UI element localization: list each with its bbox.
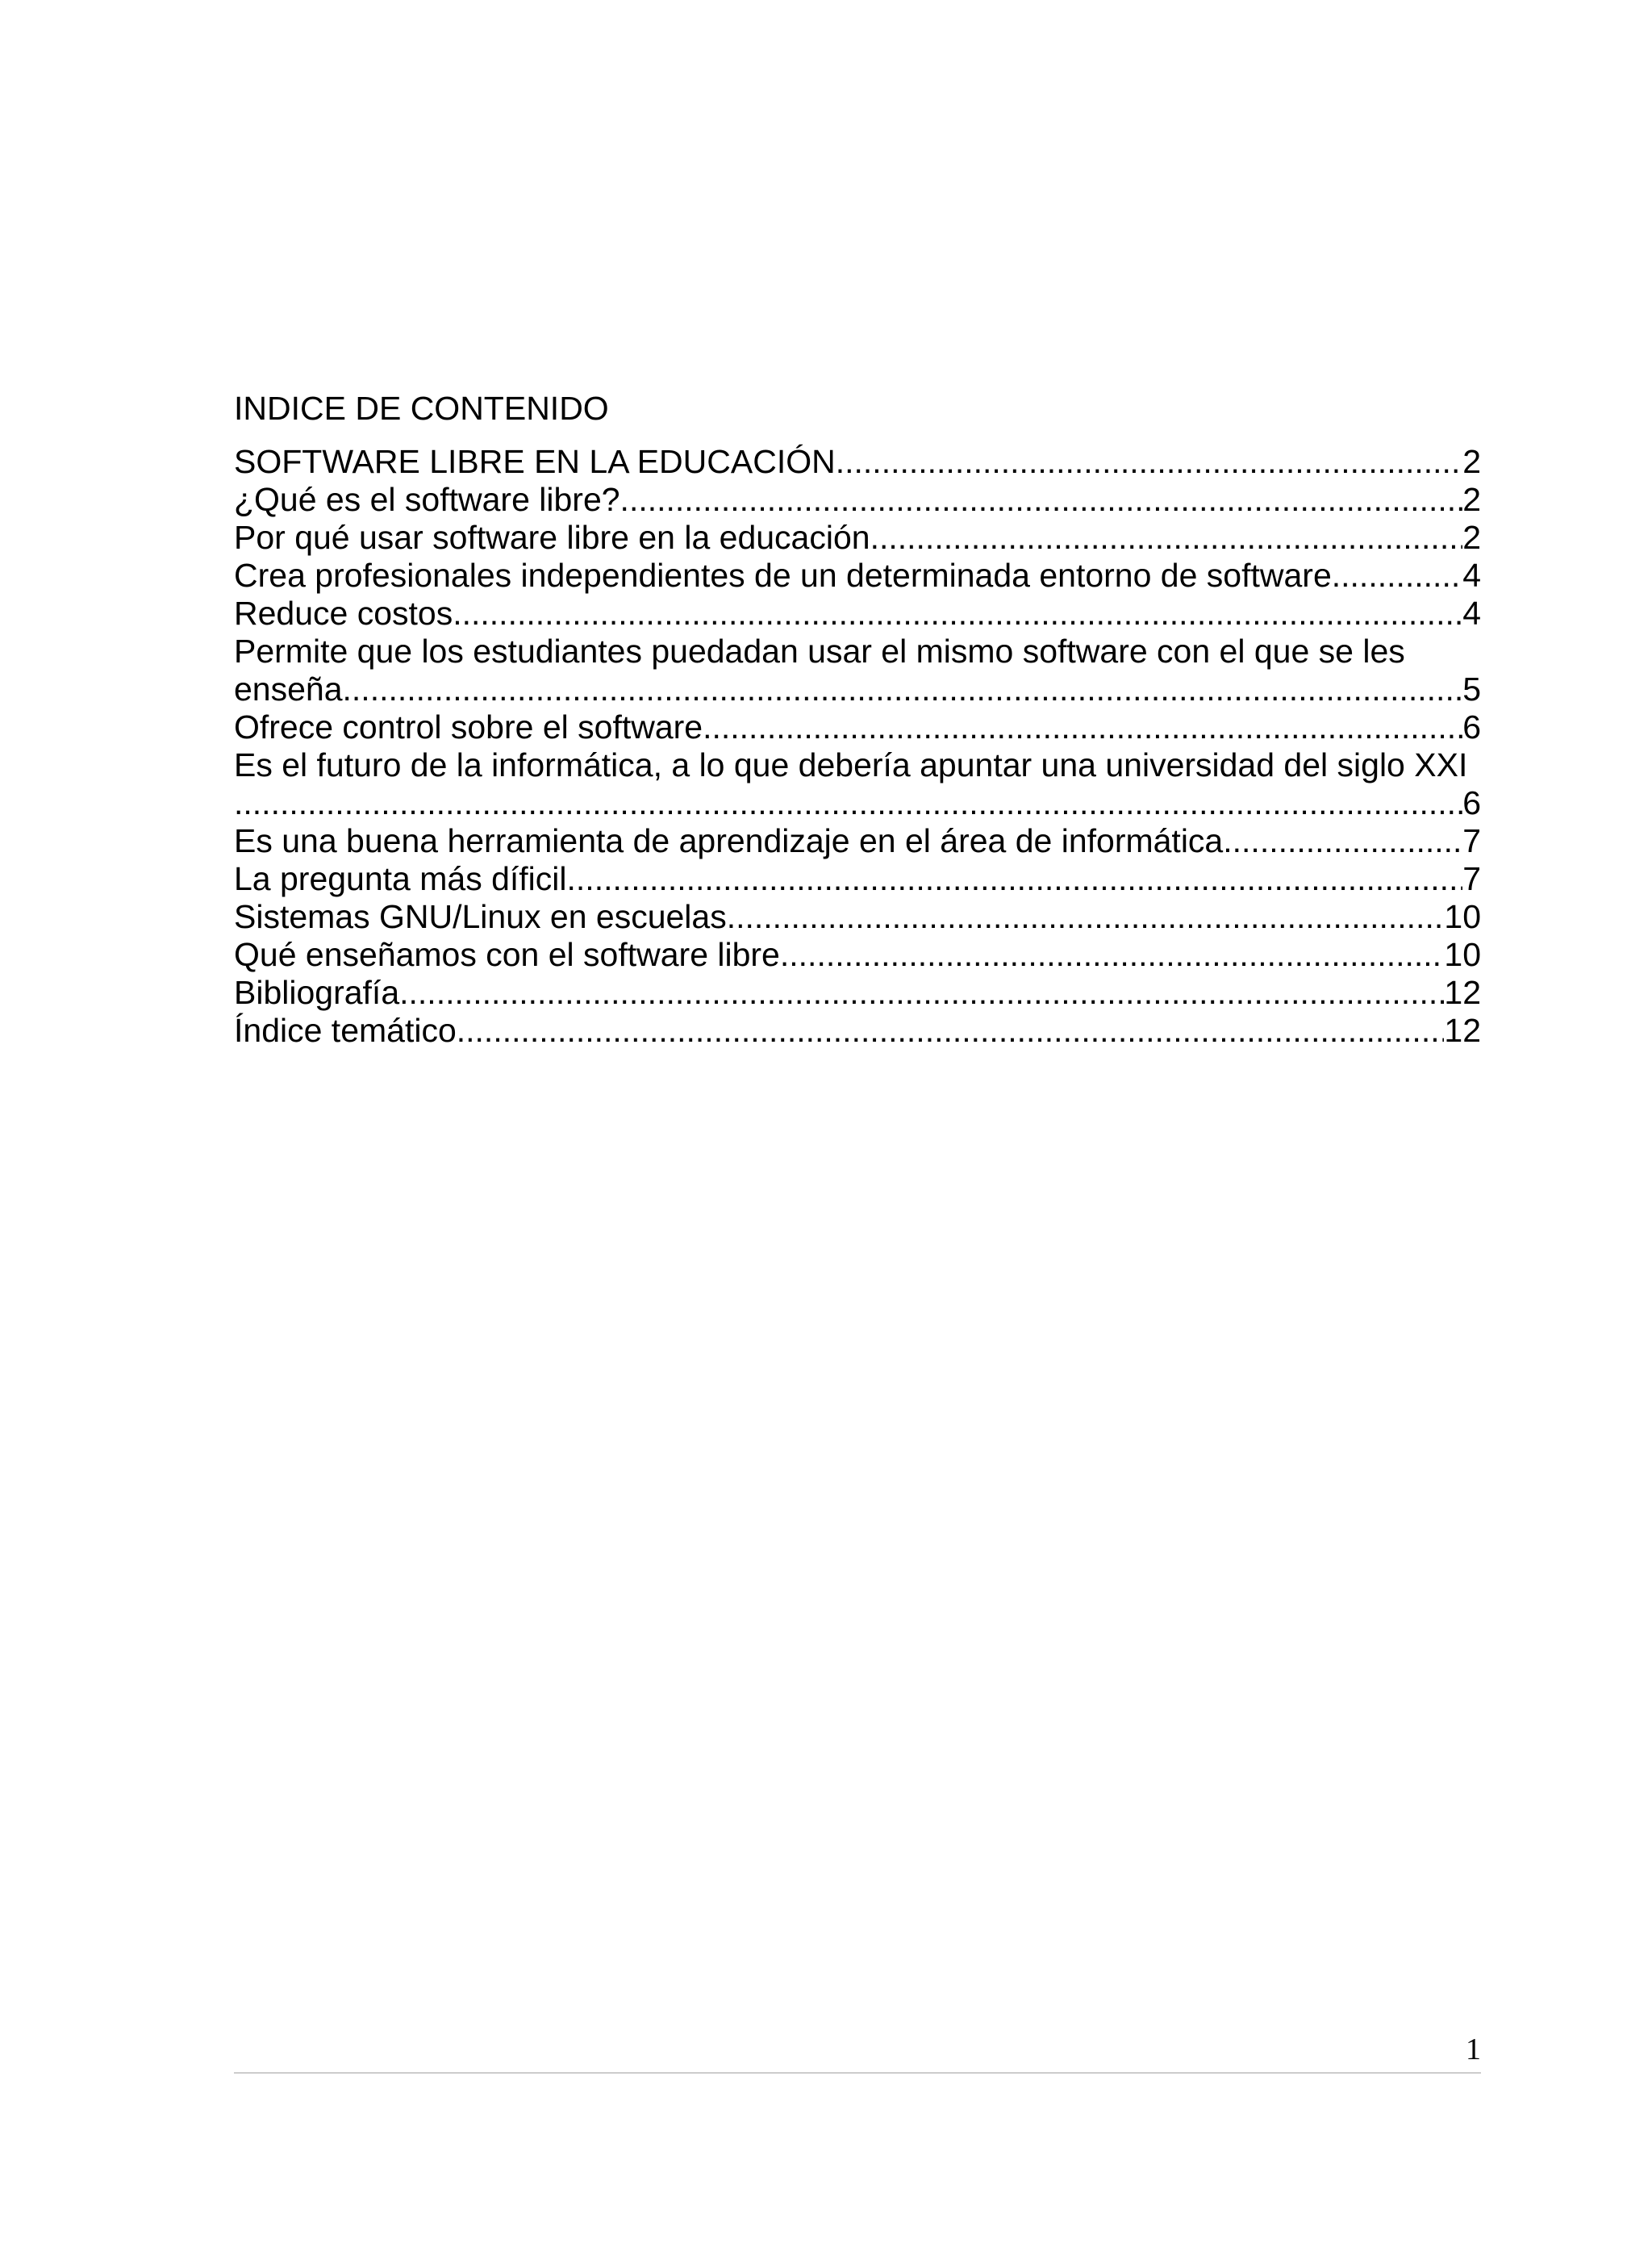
- footer-divider: [234, 2072, 1481, 2074]
- toc-entry-page: 7: [1462, 822, 1481, 859]
- toc-entry-text: La pregunta más díficil: [234, 860, 567, 897]
- toc-entry[interactable]: [234, 708, 1481, 746]
- toc-entry-page: 2: [1462, 481, 1481, 518]
- toc-entry-leader: [343, 671, 1463, 708]
- toc-entry-leader: [836, 443, 1462, 481]
- toc-entry-leader: [620, 481, 1463, 519]
- toc-entry[interactable]: [234, 898, 1481, 936]
- toc-entry-text: Qué enseñamos con el software libre: [234, 936, 780, 973]
- toc-entry-page: 6: [1462, 708, 1481, 746]
- toc-entry[interactable]: [234, 557, 1481, 595]
- toc-entry[interactable]: [234, 671, 1481, 708]
- toc-entry[interactable]: [234, 595, 1481, 633]
- toc-entry-text: Sistemas GNU/Linux en escuelas: [234, 898, 727, 935]
- toc-entry-page: 5: [1462, 671, 1481, 708]
- toc-entry-text: Índice temático: [234, 1012, 457, 1049]
- toc-entry[interactable]: [234, 443, 1481, 481]
- toc-entry-leader: [703, 708, 1462, 746]
- toc-entry-leader: [727, 898, 1445, 936]
- toc-entry-page: 7: [1462, 860, 1481, 897]
- toc-entry-text: ¿Qué es el software libre?: [234, 481, 620, 518]
- toc-entry-leader: [870, 519, 1463, 557]
- toc-entry-text: Crea profesionales independientes de un determinada entorno de software.: [234, 557, 1341, 594]
- toc-entry-leader: [567, 860, 1463, 898]
- toc-entry-text: enseña: [234, 671, 343, 708]
- toc-entry[interactable]: [234, 784, 1481, 822]
- toc-entry-page: 4: [1462, 595, 1481, 632]
- toc-entry[interactable]: [234, 822, 1481, 860]
- toc-entry[interactable]: [234, 860, 1481, 898]
- page-number: 1: [1466, 2033, 1481, 2066]
- toc-entry-page: 6: [1462, 784, 1481, 821]
- toc-entry-first-line[interactable]: Es el futuro de la informática, a lo que debería apuntar una universidad del siglo XXI: [234, 746, 1468, 783]
- toc-entry-leader: [453, 595, 1462, 633]
- toc-entry-text: SOFTWARE LIBRE EN LA EDUCACIÓN: [234, 443, 836, 480]
- toc-entry[interactable]: [234, 519, 1481, 557]
- toc-entry-page: 4: [1462, 557, 1481, 594]
- toc-entry-leader: [399, 974, 1444, 1012]
- toc-entry-page: 2: [1462, 519, 1481, 556]
- toc-entry-page: 12: [1444, 974, 1481, 1011]
- toc-entry-first-line[interactable]: Permite que los estudiantes puedadan usar el mismo software con el que se les: [234, 633, 1405, 670]
- table-of-contents: [234, 386, 1481, 1050]
- toc-entry-text: Bibliografía: [234, 974, 400, 1011]
- toc-entry-leader: [780, 936, 1445, 974]
- toc-entry-text: Por qué usar software libre en la educación: [234, 519, 870, 556]
- toc-entry-text: Es una buena herramienta de aprendizaje en el área de informática.: [234, 822, 1233, 859]
- toc-entry-page: 2: [1462, 443, 1481, 480]
- toc-entry-leader: [457, 1012, 1445, 1050]
- toc-entry-leader: [234, 784, 1462, 822]
- toc-entry-text: Reduce costos: [234, 595, 453, 632]
- toc-entry-page: 10: [1444, 936, 1481, 973]
- toc-entry-leader: [1341, 557, 1462, 595]
- toc-entry[interactable]: [234, 936, 1481, 974]
- toc-entry-page: 10: [1444, 898, 1481, 935]
- toc-title: INDICE DE CONTENIDO: [234, 390, 609, 427]
- toc-entry[interactable]: [234, 481, 1481, 519]
- toc-entry[interactable]: [234, 974, 1481, 1012]
- toc-entry-page: 12: [1444, 1012, 1481, 1049]
- toc-entry-text: Ofrece control sobre el software: [234, 708, 703, 746]
- toc-entry-leader: [1233, 822, 1463, 860]
- toc-entry[interactable]: [234, 1012, 1481, 1050]
